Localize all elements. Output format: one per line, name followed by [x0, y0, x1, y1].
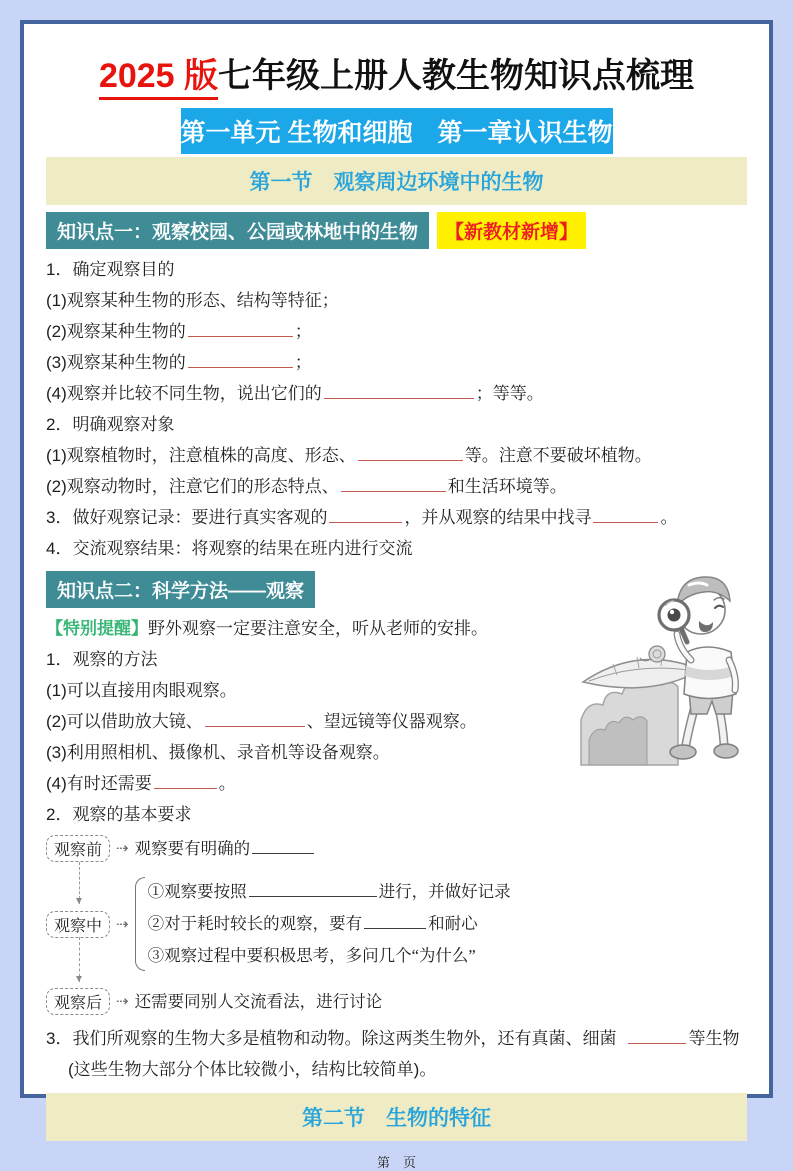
flow-arrow-icon: ⇢: [116, 994, 129, 1011]
worksheet-page: [20, 20, 773, 1171]
leaf-shape: [583, 657, 701, 688]
flow-stage-after: [46, 986, 747, 1017]
text-run: ；: [294, 322, 312, 342]
text-run: 野外观察一定要注意安全，听从老师的安排。: [148, 619, 488, 639]
item3-paragraph: [46, 1023, 747, 1085]
text-run: ③观察过程中要积极思考，多问几个“为什么”: [147, 946, 476, 966]
observation-flowchart: [46, 833, 747, 1017]
text-run: (4)有时还需要: [46, 774, 152, 794]
text-line: [46, 440, 747, 471]
flow-during-items: [148, 876, 511, 972]
fill-blank: [188, 352, 293, 368]
text-line: [135, 986, 383, 1017]
kp1-content: [46, 254, 747, 564]
text-run: (1)观察某种生物的形态、结构等特征；: [46, 291, 339, 311]
fill-blank: [593, 507, 658, 523]
text-line: [46, 471, 747, 502]
fill-blank: [188, 321, 293, 337]
fill-blank: [154, 773, 217, 789]
text-run: ，并从观察的结果中找寻: [404, 508, 592, 528]
text-run: 1．确定观察目的: [46, 260, 175, 280]
text-line: [46, 409, 747, 440]
text-run: 3．做好观察记录：要进行真实客观的: [46, 508, 328, 528]
flow-brace: [135, 877, 145, 971]
page-footer: 第 页: [376, 1155, 416, 1171]
fill-blank: [329, 507, 402, 523]
fill-blank: [358, 445, 463, 461]
text-run: 1．观察的方法: [46, 650, 158, 670]
text-line: [148, 876, 511, 908]
text-run: (1)观察植物时，注意植株的高度、形态、: [46, 446, 356, 466]
knowledge-point-1-header: [46, 212, 747, 249]
fill-blank: [205, 711, 305, 727]
fill-blank: [341, 476, 446, 492]
text-run: 等。注意不要破坏植物。: [464, 446, 652, 466]
kp2-badge: 知识点二：科学方法——观察: [46, 571, 315, 608]
flow-box-during: 观察中: [46, 911, 110, 938]
flow-stage-during: [46, 876, 747, 972]
flow-stage-before: [46, 833, 747, 864]
text-run: 进行，并做好记录: [378, 882, 511, 902]
text-line: [46, 378, 747, 409]
text-run: 4．交流观察结果：将观察的结果在班内进行交流: [46, 539, 413, 559]
text-run: (4)观察并比较不同生物，说出它们的: [46, 384, 322, 404]
flow-box-before: 观察前: [46, 835, 110, 862]
text-line: [46, 502, 747, 533]
text-line: [46, 254, 747, 285]
title-main-text: 七年级上册人教生物知识点梳理: [218, 57, 695, 95]
text-run: 。: [218, 774, 236, 794]
flow-arrow-icon: ⇢: [116, 916, 129, 933]
text-run: (3)观察某种生物的: [46, 353, 186, 373]
title-edition-red: 2025 版: [99, 57, 218, 100]
text-run: 2．明确观察对象: [46, 415, 175, 435]
text-run: 等生物(这些生物大部分个体比较微小，结构比较简单)。: [68, 1029, 740, 1080]
text-line: [135, 833, 317, 864]
fill-blank: [628, 1028, 686, 1044]
section-2-banner: 第二节 生物的特征: [46, 1093, 747, 1141]
flow-box-after: 观察后: [46, 988, 110, 1015]
text-run: (1)可以直接用肉眼观察。: [46, 681, 237, 701]
bush-shape: [581, 681, 678, 765]
kp1-badge: 知识点一：观察校园、公园或林地中的生物: [46, 212, 429, 249]
text-line: [46, 1023, 747, 1085]
text-line: [148, 908, 511, 940]
fill-blank: [364, 913, 426, 929]
section-1-banner: 第一节 观察周边环境中的生物: [46, 157, 747, 205]
flow-arrow-icon: ⇢: [116, 841, 129, 858]
text-run: 3．我们所观察的生物大多是植物和动物。除这两类生物外，还有真菌、细菌: [46, 1029, 617, 1049]
fill-blank: [324, 383, 474, 399]
page-title: [46, 54, 747, 98]
new-material-tag: 【新教材新增】: [437, 212, 586, 249]
text-run: (2)观察某种生物的: [46, 322, 186, 342]
text-line: [46, 799, 747, 830]
text-run: 。: [660, 508, 678, 528]
text-line: [148, 940, 511, 972]
text-run: ②对于耗时较长的观察，要有: [147, 914, 363, 934]
text-run: 和耐心: [428, 914, 478, 934]
text-run: ；: [294, 353, 312, 373]
text-run: (3)利用照相机、摄像机、录音机等设备观察。: [46, 743, 390, 763]
flow-connector-down: [79, 862, 80, 904]
unit-chapter-banner: 第一单元 生物和细胞 第一章认识生物: [181, 108, 613, 154]
text-line: [46, 285, 747, 316]
text-run: 还需要同别人交流看法，进行讨论: [134, 992, 383, 1012]
highlight-run: 【特别提醒】: [46, 619, 148, 639]
text-run: 2．观察的基本要求: [46, 805, 192, 825]
boy-observing-illustration: [577, 558, 755, 776]
fill-blank: [252, 838, 314, 854]
text-run: ；等等。: [475, 384, 544, 404]
text-run: 观察要有明确的: [134, 839, 251, 859]
flow-connector-down: [79, 937, 80, 982]
text-run: ①观察要按照: [147, 882, 247, 902]
text-run: 和生活环境等。: [447, 477, 567, 497]
text-run: (2)观察动物时，注意它们的形态特点、: [46, 477, 339, 497]
text-line: [46, 347, 747, 378]
text-run: 、望远镜等仪器观察。: [306, 712, 477, 732]
text-line: [46, 316, 747, 347]
fill-blank: [249, 881, 377, 897]
text-run: (2)可以借助放大镜、: [46, 712, 203, 732]
